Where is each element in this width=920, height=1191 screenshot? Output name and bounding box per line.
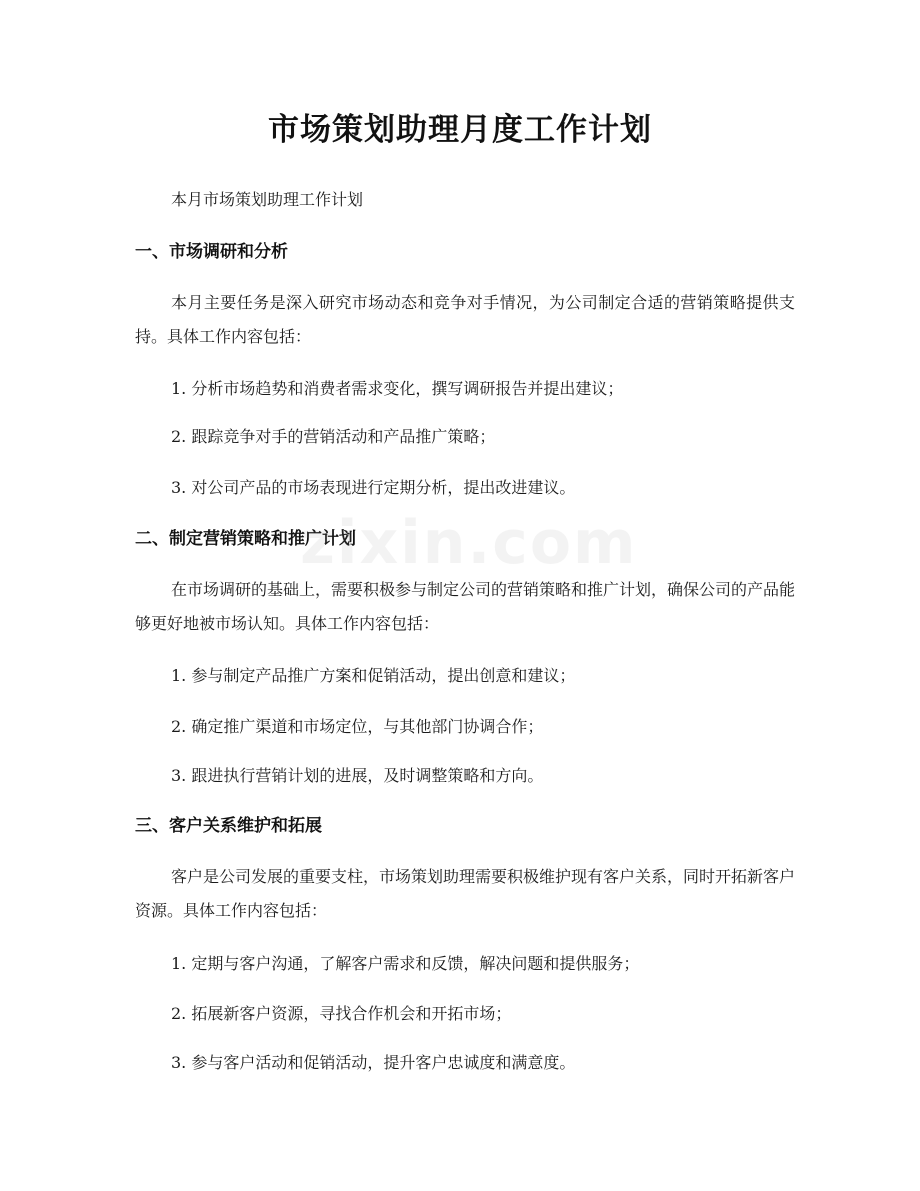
section-1-item-1: 1. 分析市场趋势和消费者需求变化，撰写调研报告并提出建议；	[171, 379, 624, 398]
watermark: zixin.com	[300, 508, 638, 578]
section-1-item-2: 2. 跟踪竞争对手的营销活动和产品推广策略；	[171, 427, 496, 446]
section-1-item-3: 3. 对公司产品的市场表现进行定期分析，提出改进建议。	[171, 478, 576, 497]
document-title: 市场策划助理月度工作计划	[268, 112, 652, 148]
section-3-item-3: 3. 参与客户活动和促销活动，提升客户忠诚度和满意度。	[171, 1053, 576, 1072]
section-3-paragraph: 客户是公司发展的重要支柱，市场策划助理需要积极维护现有客户关系，同时开拓新客户资源。具体工作内容包括：	[135, 867, 796, 920]
section-2-heading: 二、制定营销策略和推广计划	[135, 529, 356, 549]
section-2-item-1: 1. 参与制定产品推广方案和促销活动，提出创意和建议；	[171, 666, 576, 685]
section-1-paragraph: 本月主要任务是深入研究市场动态和竞争对手情况，为公司制定合适的营销策略提供支持。具体工作内容包括：	[135, 293, 795, 346]
section-3-heading: 三、客户关系维护和拓展	[135, 816, 322, 836]
intro-line: 本月市场策划助理工作计划	[171, 190, 364, 209]
section-2-item-3: 3. 跟进执行营销计划的进展，及时调整策略和方向。	[171, 766, 544, 785]
section-3-item-2: 2. 拓展新客户资源，寻找合作机会和开拓市场；	[171, 1004, 512, 1023]
section-3-item-1: 1. 定期与客户沟通，了解客户需求和反馈，解决问题和提供服务；	[171, 954, 640, 973]
section-1-heading: 一、市场调研和分析	[135, 242, 288, 262]
section-2-paragraph: 在市场调研的基础上，需要积极参与制定公司的营销策略和推广计划，确保公司的产品能够更好地被市场认知。具体工作内容包括：	[135, 580, 796, 633]
section-2-item-2: 2. 确定推广渠道和市场定位，与其他部门协调合作；	[171, 717, 544, 736]
